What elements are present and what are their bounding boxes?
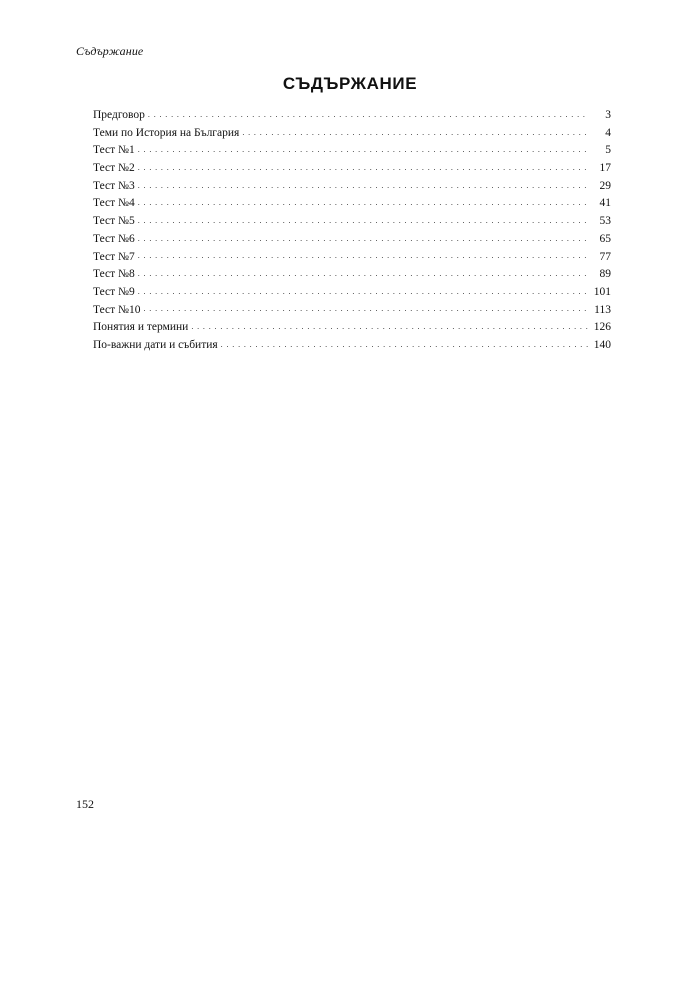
page-number: 152 bbox=[76, 797, 94, 811]
toc-entry[interactable] bbox=[93, 266, 611, 284]
toc-entry-page: 113 bbox=[594, 303, 611, 316]
toc-entry[interactable] bbox=[93, 337, 611, 355]
toc-entry[interactable] bbox=[93, 284, 611, 302]
dot-leader bbox=[143, 305, 589, 315]
dot-leader bbox=[138, 199, 589, 209]
toc-entry-label: Тест №5 bbox=[93, 215, 135, 228]
toc-entry[interactable] bbox=[93, 107, 611, 125]
toc-entry-label: Тест №8 bbox=[93, 268, 135, 281]
toc-entry-page: 126 bbox=[593, 321, 611, 334]
toc-entry[interactable] bbox=[93, 302, 611, 320]
toc-entry[interactable] bbox=[93, 213, 611, 231]
dot-leader bbox=[221, 341, 589, 351]
toc-entry[interactable] bbox=[93, 195, 611, 213]
toc-entry[interactable] bbox=[93, 319, 611, 337]
toc-entry-label: Понятия и термини bbox=[93, 321, 189, 334]
toc-entry-page: 140 bbox=[593, 338, 611, 351]
toc-entry-page: 77 bbox=[599, 250, 611, 263]
toc-entry-page: 101 bbox=[593, 285, 611, 298]
toc-entry-page: 65 bbox=[599, 232, 611, 245]
page-title: СЪДЪРЖАНИЕ bbox=[282, 74, 418, 93]
dot-leader bbox=[138, 252, 589, 262]
dot-leader bbox=[191, 323, 589, 333]
toc-entry-label: Тест №2 bbox=[93, 162, 135, 175]
toc-entry-label: Тест №9 bbox=[93, 285, 135, 298]
toc-entry-page: 53 bbox=[599, 215, 611, 228]
toc-entry[interactable] bbox=[93, 249, 611, 267]
toc-entry[interactable] bbox=[93, 125, 611, 143]
toc-entry-label: Тест №3 bbox=[93, 179, 135, 192]
toc-entry-label: Теми по История на България bbox=[93, 126, 240, 139]
toc-entry[interactable] bbox=[93, 142, 611, 160]
toc-entry-page: 41 bbox=[599, 197, 611, 210]
toc-entry-page: 3 bbox=[605, 109, 611, 121]
dot-leader bbox=[138, 270, 589, 280]
toc-entry-label: Тест №10 bbox=[93, 303, 141, 316]
dot-leader bbox=[138, 217, 589, 227]
dot-leader bbox=[242, 129, 589, 139]
toc-entry-label: По-важни дати и събития bbox=[93, 338, 218, 351]
toc-entry[interactable] bbox=[93, 231, 611, 249]
toc-entry-page: 4 bbox=[605, 126, 611, 139]
toc-entry-label: Предговор bbox=[93, 109, 145, 121]
dot-leader bbox=[138, 235, 589, 245]
toc-entry-label: Тест №6 bbox=[93, 232, 135, 245]
toc-entry-page: 89 bbox=[599, 268, 611, 281]
toc-entry[interactable] bbox=[93, 178, 611, 196]
toc-entry-label: Тест №4 bbox=[93, 197, 135, 210]
dot-leader bbox=[138, 164, 589, 174]
running-header: Съдържание bbox=[76, 44, 144, 58]
toc-entry-label: Тест №7 bbox=[93, 250, 135, 263]
dot-leader bbox=[138, 182, 589, 192]
table-of-contents bbox=[93, 107, 611, 355]
toc-entry-page: 17 bbox=[599, 162, 611, 175]
dot-leader bbox=[138, 288, 589, 298]
toc-entry-page: 5 bbox=[605, 144, 611, 157]
dot-leader bbox=[138, 146, 589, 156]
toc-entry[interactable] bbox=[93, 160, 611, 178]
dot-leader bbox=[148, 111, 589, 121]
toc-entry-page: 29 bbox=[599, 179, 611, 192]
toc-entry-label: Тест №1 bbox=[93, 144, 135, 157]
